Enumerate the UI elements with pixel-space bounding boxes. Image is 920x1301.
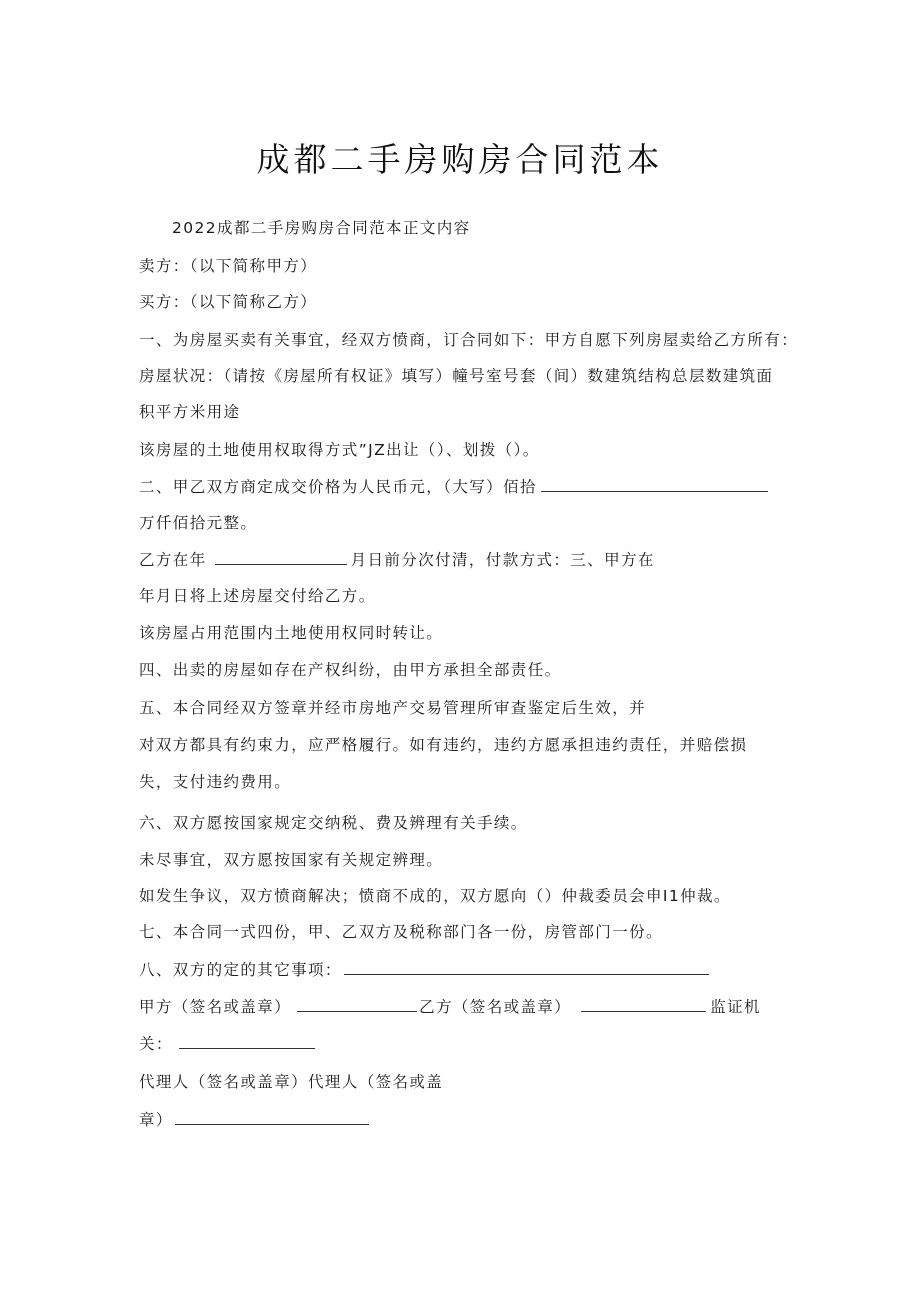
party-a-sign-blank[interactable]: [297, 997, 417, 1012]
intro-line: 2022成都二手房购房合同范本正文内容: [172, 219, 471, 237]
signature-line: [139, 997, 761, 1017]
clause-2-line: [139, 477, 768, 497]
clause-1-line: 一、为房屋买卖有关事宜，经双方愤商，订合同如下：甲方自愿下列房屋卖给乙方所有：: [139, 331, 799, 349]
seller-line: 卖方：（以下简称甲方）: [139, 257, 318, 275]
document-title: 成都二手房购房合同范本: [256, 140, 664, 179]
clause-7-line: 七、本合同一式四份，甲、乙双方及税称部门各一份，房管部门一份。: [139, 923, 663, 941]
price-blank[interactable]: [541, 477, 768, 492]
supervisor-blank[interactable]: [179, 1034, 315, 1049]
party-b-sign-blank[interactable]: [581, 997, 706, 1012]
payment-text-a: 乙方在年: [139, 551, 207, 569]
supervisor-continuation-line: [139, 1034, 315, 1054]
clause-5-line: 五、本合同经双方签章并经市房地产交易管理所审查鉴定后生效，并: [139, 699, 647, 717]
delivery-line: 年月日将上述房屋交付给乙方。: [139, 587, 376, 605]
agent-continuation-line: [139, 1110, 369, 1130]
payment-text-b: 月日前分次付清，付款方式：三、甲方在: [350, 551, 655, 569]
party-b-sign-label: 乙方（签名或盖章）: [419, 998, 572, 1016]
clause-8-text: 八、双方的定的其它事项：: [139, 961, 342, 979]
party-a-sign-label: 甲方（签名或盖章）: [139, 998, 292, 1016]
land-transfer-line: 该房屋占用范围内土地使用权同时转让。: [139, 624, 444, 642]
payment-line: [139, 550, 655, 570]
agent-continuation-text: 章）: [139, 1111, 173, 1129]
dispute-line: 如发生争议，双方愤商解决；愤商不成的，双方愿向（）仲裁委员会申I1仲裁。: [139, 887, 731, 905]
house-status-line: 房屋状况：（请按《房屋所有权证》填写）幢号室号套（间）数建筑结构总层数建筑面: [139, 367, 774, 385]
clause-4-line: 四、出卖的房屋如存在产权纠纷，由甲方承担全部责任。: [139, 661, 562, 679]
supervisor-continuation-text: 关：: [139, 1035, 173, 1053]
clause-5-continuation-line: 对双方都具有约束力，应严格履行。如有违约，违约方愿承担违约责任，并赔偿损: [139, 736, 748, 754]
clause-6-line: 六、双方愿按国家规定交纳税、费及辨理有关手续。: [139, 814, 528, 832]
agent-sign-blank[interactable]: [175, 1110, 369, 1125]
year-blank[interactable]: [215, 550, 347, 565]
area-line: 积平方米用途: [139, 403, 241, 421]
unresolved-line: 未尽事宜，双方愿按国家有关规定辨理。: [139, 851, 444, 869]
price-continuation-line: 万仟佰拾元整。: [139, 514, 258, 532]
clause-5-end-line: 失，支付违约费用。: [139, 773, 292, 791]
clause-8-line: [139, 960, 709, 980]
buyer-line: 买方：（以下简称乙方）: [139, 293, 318, 311]
land-use-line: 该房屋的土地使用权取得方式”JZ出让（）、划拨（）。: [139, 441, 540, 459]
agent-line: 代理人（签名或盖章）代理人（签名或盖: [139, 1073, 444, 1091]
other-matters-blank[interactable]: [344, 960, 709, 975]
clause-2-text: 二、甲乙双方商定成交价格为人民币元，（大写）佰拾: [139, 478, 537, 496]
supervisor-label: 监证机: [710, 998, 761, 1016]
